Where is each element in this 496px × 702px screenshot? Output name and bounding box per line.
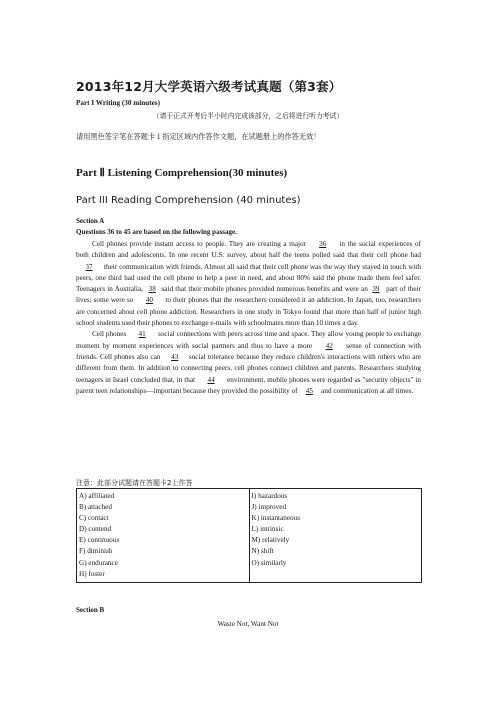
blank-42: 42 <box>325 341 333 350</box>
word-bank-right-column <box>249 489 422 583</box>
part1-heading: Part I Writing (30 minutes) <box>76 99 160 107</box>
option-b: B) attached <box>79 503 112 512</box>
blank-38: 38 <box>148 285 156 294</box>
word-bank-left-column <box>77 489 250 583</box>
blank-37: 37 <box>85 262 93 271</box>
option-d: D) contend <box>79 525 112 534</box>
option-k: K) instantaneous <box>251 514 301 523</box>
option-f: F) diminish <box>79 547 113 556</box>
part1-instruction: （请于正式开考后半小时内完成该部分，之后将进行听力考试） <box>152 113 344 120</box>
blank-43: 43 <box>171 352 179 361</box>
option-g: G) endurance <box>79 558 118 567</box>
word-bank-table <box>76 488 422 583</box>
questions-intro: Questions 36 to 45 are based on the following passage. <box>76 228 237 236</box>
part2-heading: Part Ⅱ Listening Comprehension(30 minutes) <box>76 167 288 179</box>
paragraph-2: Cell phones 41 social connections with peers across time and space. They allow young people to exchange moment by moment experiences with social partners and thus to have a more 42 sense of connection with friends. Cell phones also can 43 social tolerance because they reduce children's interactions with others who are different from them. In addition to connecting peers, cell phones connect children and parents. Researchers studying teenagers in Israel concluded that, in that 44 environment, mobile phones were regarded as "security objects" in parent teen relationships—important because they provided the possibility of 45 and communication at all times. <box>76 329 421 397</box>
blank-44: 44 <box>207 375 215 384</box>
answer-sheet-instruction: 请用黑色签字笔在答题卡１指定区域内作答作文题，在试题册上的作答无效！ <box>76 132 321 141</box>
blank-41: 41 <box>138 330 146 339</box>
option-c: C) contact <box>79 514 109 523</box>
part3-heading: Part III Reading Comprehension (40 minutes) <box>76 195 301 206</box>
blank-40: 40 <box>145 296 153 305</box>
option-h: H) foster <box>79 569 105 578</box>
cloze-passage <box>76 239 421 397</box>
section-a-heading: Section A <box>76 217 105 225</box>
section-b-heading: Section B <box>76 606 105 614</box>
paragraph-1: Cell phones provide instant access to people. They are creating a major 36 in the social experiences of both children and adolescents. In one recent U.S. survey, about half the teens polled said that their cell phone had 37 their communication with friends. Almost all said that their cell phone was the way they stayed in touch with peers, one third had used the cell phone to help a peer in need, and about 80% said the phone made them feel safer. Teenagers in Australia, 38 said that their mobile phones provided numerous benefits and were an 39 part of their lives; some were so 40 to their phones that the researchers considered it an addiction. In Japan, too, researchers are concerned about cell phone addiction. Researchers in one study in Tokyo found that more than half of junior high school students used their phones to exchange e-mails with schoolmates more than 10 times a day. <box>76 240 422 328</box>
option-j: J) improved <box>251 503 287 512</box>
option-m: M) relatively <box>251 536 290 545</box>
section-b-passage-title: Waste Not, Want Not <box>217 620 279 628</box>
option-l: L) intrinsic <box>251 525 284 534</box>
option-a: A) affiliated <box>79 492 115 500</box>
exam-title: 2013年12月大学英语六级考试真题（第3套） <box>76 79 342 94</box>
answer-sheet-note: 注意：此部分试题请在答题卡2上作答 <box>76 479 193 487</box>
blank-45: 45 <box>305 386 313 395</box>
option-e: E) continuous <box>79 536 120 545</box>
option-i: I) hazardous <box>251 492 288 500</box>
blank-39: 39 <box>372 285 380 294</box>
option-n: N) shift <box>251 547 274 556</box>
option-o: O) similarly <box>251 558 287 567</box>
blank-36: 36 <box>319 240 327 248</box>
